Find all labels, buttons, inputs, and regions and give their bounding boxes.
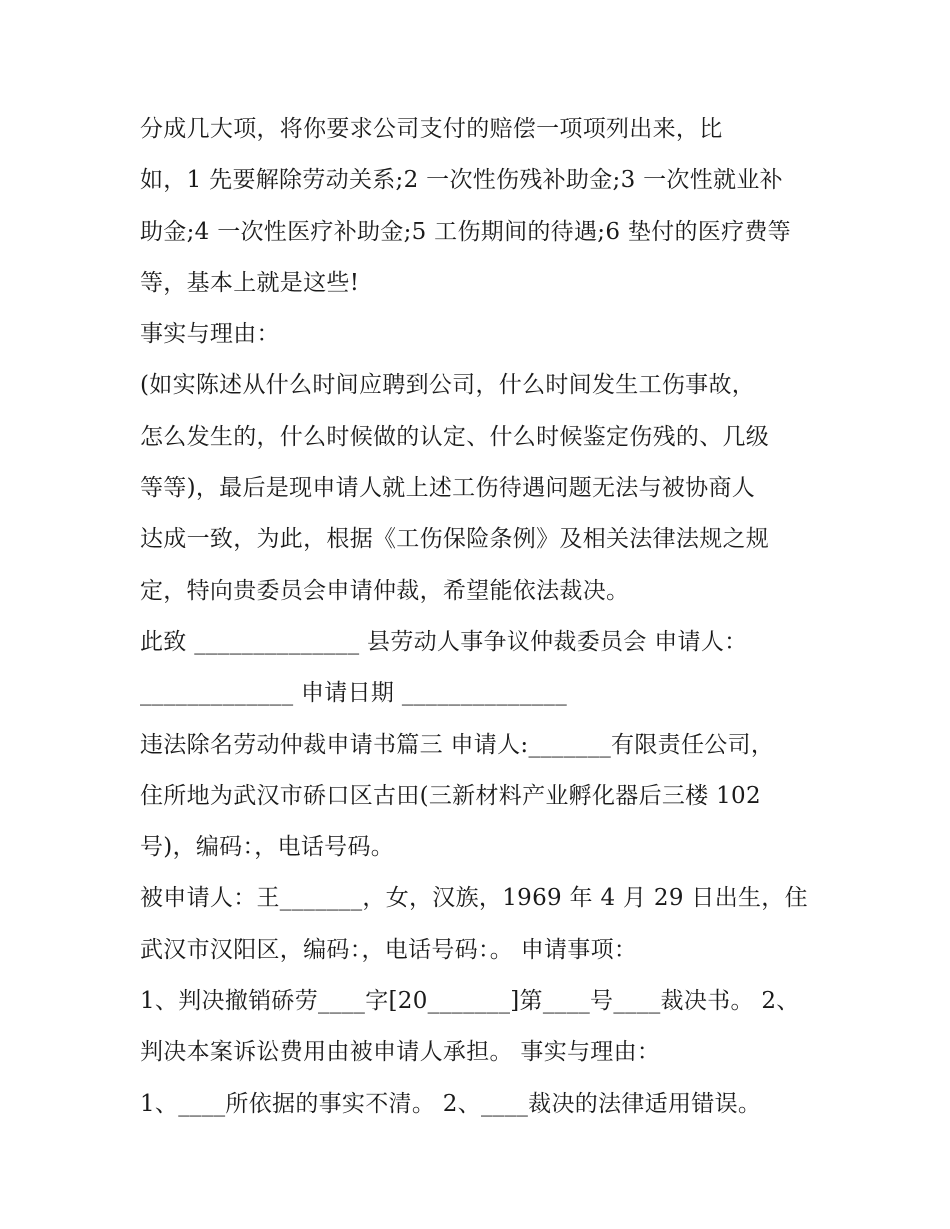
text-line: 被申请人：王_______，女，汉族，1969 年 4 月 29 日出生，住 <box>140 885 808 912</box>
text-line: 1、判决撤销硚劳____字[20_______]第____号____裁决书。 2、 <box>140 988 800 1015</box>
text-line: 判决本案诉讼费用由被申请人承担。 事实与理由： <box>140 1039 661 1066</box>
text-line: 违法除名劳动仲裁申请书篇三 申请人:_______有限责任公司， <box>140 731 775 758</box>
text-line: 等等)，最后是现申请人就上述工伤待遇问题无法与被协商人 <box>140 475 756 502</box>
text-line: 如，1 先要解除劳动关系;2 一次性伤残补助金;3 一次性就业补 <box>140 167 783 194</box>
text-line: 号)，编码：，电话号码。 <box>140 834 395 861</box>
text-line: 定，特向贵委员会申请仲裁，希望能依法裁决。 <box>140 577 630 604</box>
text-line: 武汉市汉阳区，编码：，电话号码：。 申请事项： <box>140 936 638 963</box>
text-line: 助金;4 一次性医疗补助金;5 工伤期间的待遇;6 垫付的医疗费等 <box>140 218 791 245</box>
text-line: 达成一致，为此，根据《工伤保险条例》及相关法律法规之规 <box>140 526 770 553</box>
text-line: 怎么发生的，什么时候做的认定、什么时候鉴定伤残的、几级 <box>140 423 770 450</box>
text-line: 住所地为武汉市硚口区古田(三新材料产业孵化器后三楼 102 <box>140 782 761 809</box>
text-line: (如实陈述从什么时间应聘到公司，什么时间发生工伤事故， <box>140 372 756 399</box>
text-line: 等，基本上就是这些! <box>140 269 360 296</box>
text-line: 分成几大项，将你要求公司支付的赔偿一项项列出来，比 <box>140 116 723 142</box>
document-body <box>140 104 830 1130</box>
signature-date-line: _____________ 申请日期 ______________ <box>140 680 568 707</box>
salutation-line: 此致 ______________ 县劳动人事争议仲裁委员会 申请人： <box>140 628 748 655</box>
text-line: 1、____所依据的事实不清。 2、____裁决的法律适用错误。 <box>140 1090 762 1117</box>
section-heading: 事实与理由： <box>140 321 280 348</box>
